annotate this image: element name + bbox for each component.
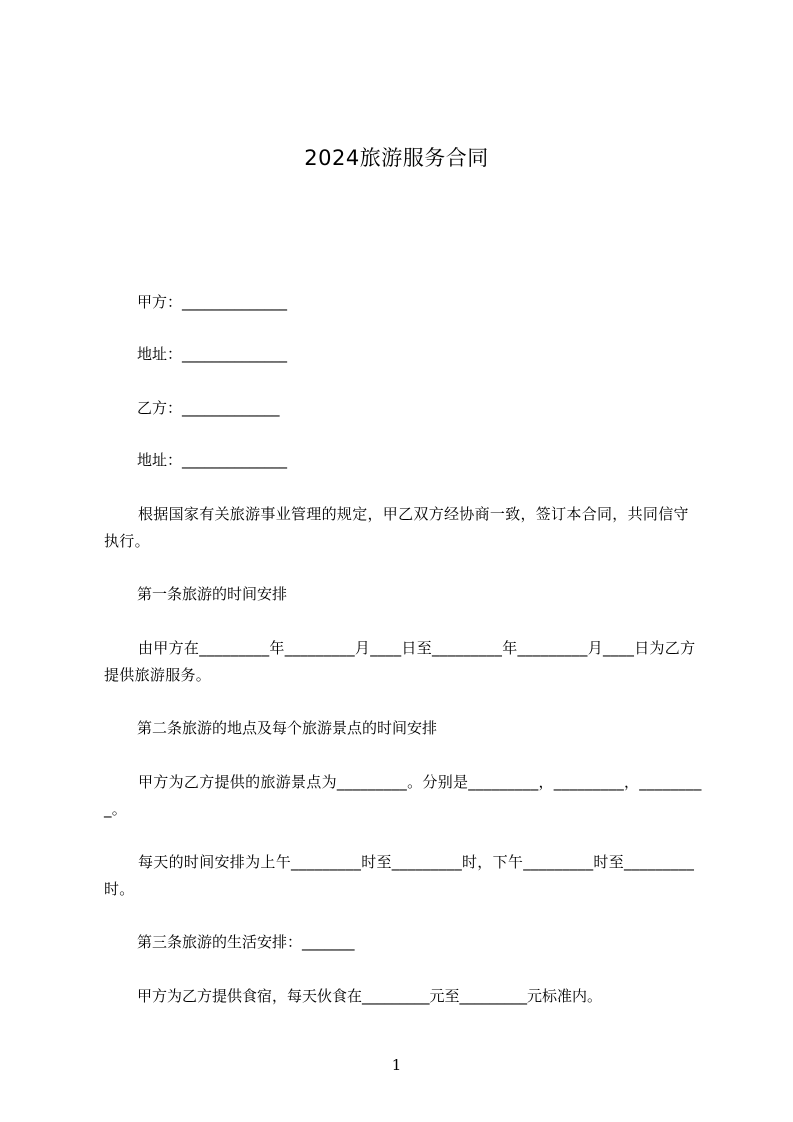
party-b-field: 乙方：_____________ [137, 399, 280, 417]
party-a-field: 甲方：______________ [137, 293, 288, 311]
article-2-paragraph-1: 甲方为乙方提供的旅游景点为_________。分别是_________，_________，_________。 [104, 773, 702, 818]
document-title: 2024旅游服务合同 [304, 146, 489, 170]
article-1-paragraph: 由甲方在_________年_________月____日至_________年_________月____日为乙方提供旅游服务。 [104, 639, 696, 684]
article-2-paragraph-2: 每天的时间安排为上午_________时至_________时，下午_________时至_________时。 [104, 853, 695, 898]
page-number: 1 [391, 1056, 402, 1074]
party-a-address-field: 地址：______________ [137, 345, 288, 363]
article-1-heading: 第一条旅游的时间安排 [137, 585, 288, 603]
preamble-paragraph: 根据国家有关旅游事业管理的规定，甲乙双方经协商一致，签订本合同，共同信守执行。 [104, 505, 689, 550]
article-2-heading: 第二条旅游的地点及每个旅游景点的时间安排 [137, 719, 438, 737]
party-b-address-field: 地址：______________ [137, 451, 288, 469]
article-3-heading: 第三条旅游的生活安排：_______ [137, 933, 355, 951]
article-3-paragraph: 甲方为乙方提供食宿，每天伙食在_________元至_________元标准内。 [137, 987, 603, 1005]
